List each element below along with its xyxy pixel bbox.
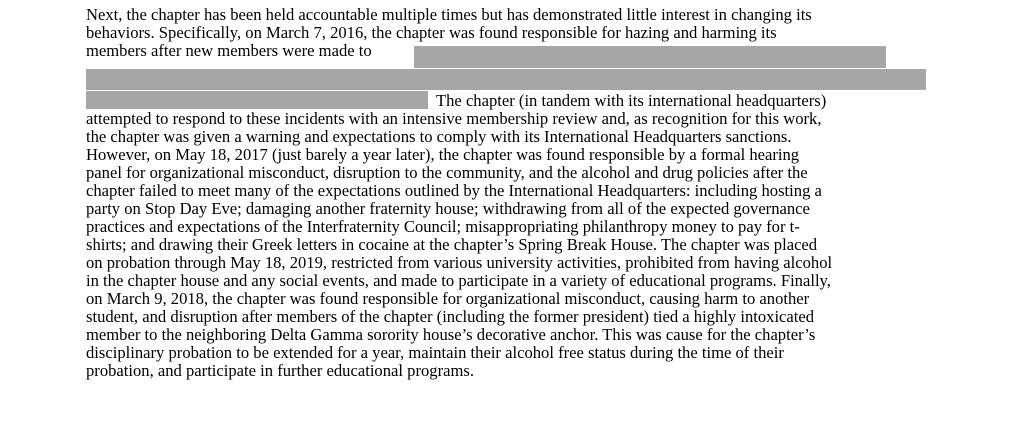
text-line: disciplinary probation to be extended for a year, maintain their alcohol free status during the time of their bbox=[86, 343, 784, 362]
text-line: in the chapter house and any social events, and made to participate in a variety of educational programs. Finally, bbox=[86, 271, 831, 290]
text-line: However, on May 18, 2017 (just barely a year later), the chapter was found responsible by a formal hearing bbox=[86, 145, 800, 164]
text-line: student, and disruption after members of the chapter (including the former president) tied a highly intoxicated bbox=[86, 307, 815, 326]
redaction-block bbox=[414, 46, 886, 68]
text-line: attempted to respond to these incidents with an intensive membership review and, as recognition for this work, bbox=[86, 109, 822, 128]
text-line: The chapter (in tandem with its international headquarters) bbox=[436, 91, 827, 110]
redaction-block bbox=[86, 91, 428, 109]
text-line: behaviors. Specifically, on March 7, 2016, the chapter was found responsible for hazing and harming its bbox=[86, 23, 777, 42]
text-line: members after new members were made to bbox=[86, 41, 372, 60]
text-line: on probation through May 18, 2019, restricted from various university activities, prohibited from having alcohol bbox=[86, 253, 833, 272]
text-line: on March 9, 2018, the chapter was found responsible for organizational misconduct, causing harm to another bbox=[86, 289, 810, 308]
text-line: the chapter was given a warning and expectations to comply with its International Headquarters sanctions. bbox=[86, 127, 792, 146]
text-line: shirts; and drawing their Greek letters in cocaine at the chapter’s Spring Break House. The chapter was placed bbox=[86, 235, 818, 254]
text-line: probation, and participate in further educational programs. bbox=[86, 361, 474, 380]
text-line: party on Stop Day Eve; damaging another fraternity house; withdrawing from all of the expected governance bbox=[86, 199, 810, 218]
text-line: member to the neighboring Delta Gamma sorority house’s decorative anchor. This was cause for the chapter’s bbox=[86, 325, 816, 344]
text-line: Next, the chapter has been held accountable multiple times but has demonstrated little interest in changing its bbox=[86, 5, 812, 24]
text-line: practices and expectations of the Interfraternity Council; misappropriating philanthropy money to pay for t- bbox=[86, 217, 800, 236]
text-line: chapter failed to meet many of the expectations outlined by the International Headquarters: including hosting a bbox=[86, 181, 822, 200]
redaction-block bbox=[86, 69, 926, 90]
text-line: panel for organizational misconduct, disruption to the community, and the alcohol and drug policies after the bbox=[86, 163, 808, 182]
